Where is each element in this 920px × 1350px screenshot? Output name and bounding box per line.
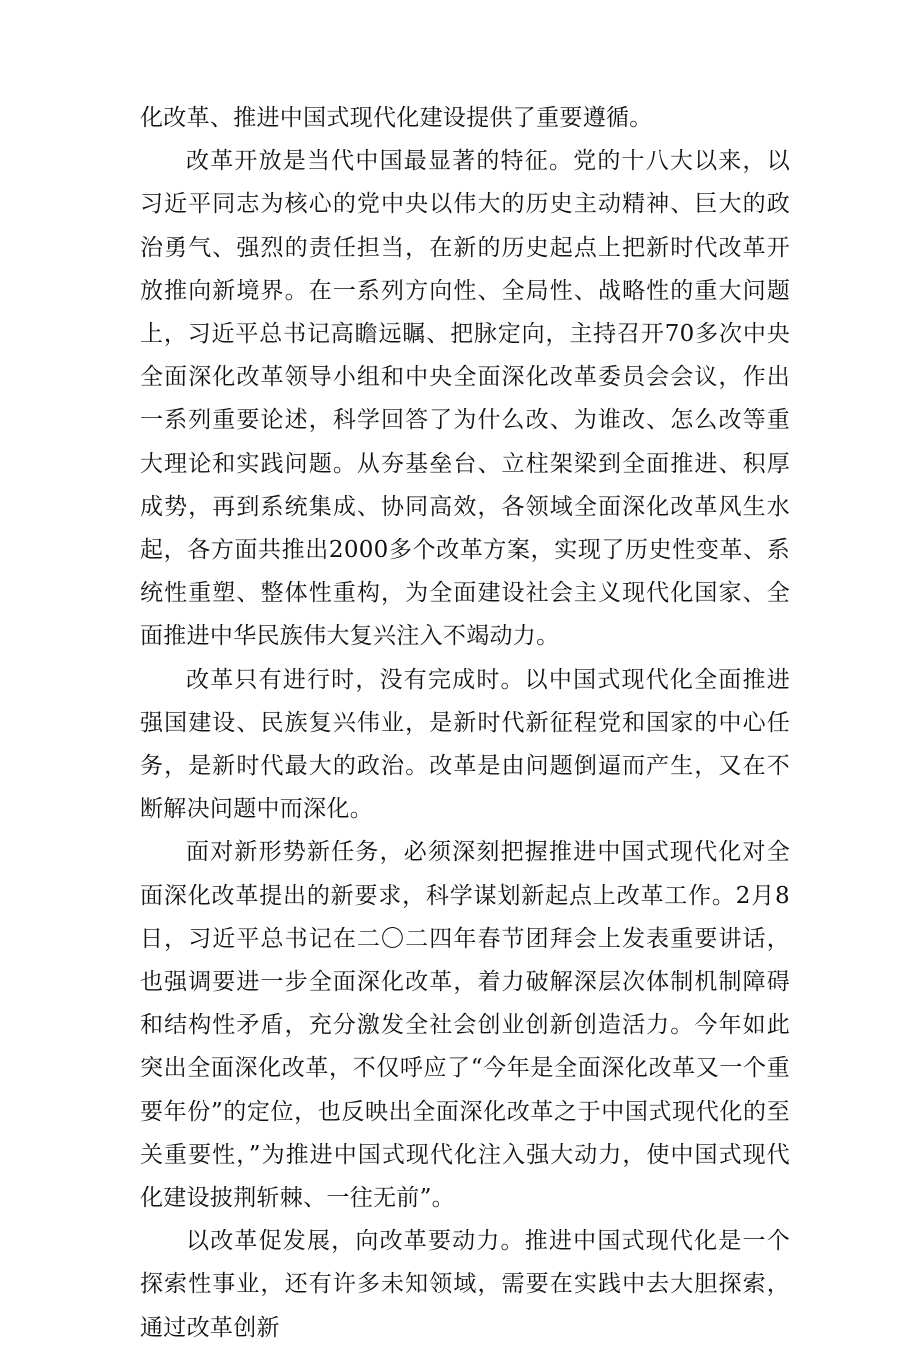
paragraph-reform-opening: 改革开放是当代中国最显著的特征。党的十八大以来，以习近平同志为核心的党中央以伟大的历史主动精神、巨大的政治勇气、强烈的责任担当，在新的历史起点上把新时代改革开放推向新境界。在一系列方向性、全局性、战略性的重大问题上，习近平总书记高瞻远瞩、把脉定向，主持召开70多次中央全面深化改革领导小组和中央全面深化改革委员会会议，作出一系列重要论述，科学回答了为什么改、为谁改、怎么改等重大理论和实践问题。从夯基垒台、立柱架梁到全面推进、积厚成势，再到系统集成、协同高效，各领域全面深化改革风生水起，各方面共推出2000多个改革方案，实现了历史性变革、系统性重塑、整体性重构，为全面建设社会主义现代化国家、全面推进中华民族伟大复兴注入不竭动力。 xyxy=(140,148,790,650)
paragraph-reform-development: 以改革促发展，向改革要动力。推进中国式现代化是一个探索性事业，还有许多未知领域，需要在实践中去大胆探索，通过改革创新 xyxy=(140,1228,790,1341)
paragraph-new-situation: 面对新形势新任务，必须深刻把握推进中国式现代化对全面深化改革提出的新要求，科学谋划新起点上改革工作。2月8日，习近平总书记在二〇二四年春节团拜会上发表重要讲话，也强调要进一步全面深化改革，着力破解深层次体制机制障碍和结构性矛盾，充分激发全社会创业创新创造活力。今年如此突出全面深化改革，不仅呼应了“今年是全面深化改革又一个重要年份”的定位，也反映出全面深化改革之于中国式现代化的至关重要性，”为推进中国式现代化注入强大动力，使中国式现代化建设披荆斩棘、一往无前”。 xyxy=(140,839,790,1212)
document-body xyxy=(140,97,790,1350)
paragraph-continuation: 化改革、推进中国式现代化建设提供了重要遵循。 xyxy=(140,105,653,131)
paragraph-reform-ongoing: 改革只有进行时，没有完成时。以中国式现代化全面推进强国建设、民族复兴伟业，是新时代新征程党和国家的中心任务，是新时代最大的政治。改革是由问题倒逼而产生，又在不断解决问题中而深化。 xyxy=(140,666,790,823)
